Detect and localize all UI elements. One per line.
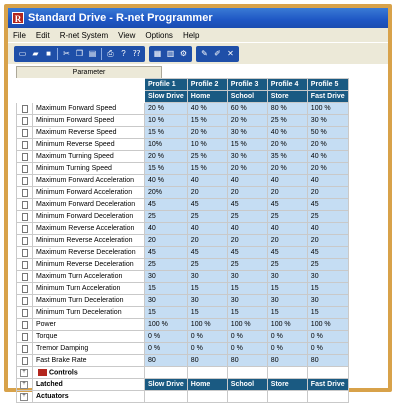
parameter-value-cell[interactable]: 30 [227, 271, 267, 283]
parameter-value-cell[interactable]: 30 [145, 271, 188, 283]
document-icon [22, 213, 28, 221]
parameter-value-cell[interactable]: 20 % [227, 163, 267, 175]
parameter-value-cell[interactable]: 45 [145, 199, 188, 211]
document-icon [22, 165, 28, 173]
table-row [17, 127, 349, 139]
parameter-value-cell[interactable]: 25 [145, 211, 188, 223]
parameter-value-cell[interactable]: 20 [227, 235, 267, 247]
parameter-name[interactable]: Minimum Turn Deceleration [33, 307, 145, 319]
parameter-value-cell[interactable]: 20 % [187, 127, 227, 139]
parameter-value-cell[interactable]: 0 % [227, 331, 267, 343]
table-row [17, 175, 349, 187]
menu-file[interactable]: File [13, 30, 26, 40]
table-row [17, 295, 349, 307]
table-row [17, 331, 349, 343]
parameter-value-cell[interactable]: 15 % [145, 127, 188, 139]
group-empty-cell [307, 391, 348, 403]
parameter-value-cell[interactable]: 30 [187, 271, 227, 283]
table-row [17, 115, 349, 127]
parameter-icon-cell [17, 259, 33, 271]
edit-icon[interactable]: ✐ [214, 49, 221, 58]
parameter-icon-cell [17, 211, 33, 223]
parameter-value-cell[interactable]: 20 % [307, 139, 348, 151]
table-row [17, 211, 349, 223]
table-row [17, 163, 349, 175]
document-icon [22, 261, 28, 269]
parameter-icon-cell [17, 187, 33, 199]
parameter-icon-cell [17, 103, 33, 115]
parameter-value-cell[interactable]: 15 [187, 307, 227, 319]
save-icon[interactable]: ■ [46, 49, 51, 58]
document-icon [22, 285, 28, 293]
toolbar-group-edit [196, 46, 239, 62]
parameter-value-cell[interactable]: 25 % [187, 151, 227, 163]
pen-icon[interactable]: ✎ [201, 49, 208, 58]
parameter-value-cell[interactable]: 30 [267, 271, 307, 283]
parameter-value-cell[interactable]: 15 [227, 307, 267, 319]
book-icon [38, 369, 47, 376]
parameter-value-cell[interactable]: 60 % [227, 103, 267, 115]
parameter-value-cell[interactable]: 15 [267, 283, 307, 295]
group-empty-cell [187, 391, 227, 403]
profile-name-header-row [17, 91, 349, 103]
parameter-value-cell[interactable]: 80 [187, 355, 227, 367]
document-icon [22, 321, 28, 329]
parameter-value-cell[interactable]: 15 [145, 307, 188, 319]
toolbar-group-view [149, 46, 192, 62]
parameter-value-cell[interactable]: 25 [187, 259, 227, 271]
parameter-value-cell[interactable]: 15 [307, 283, 348, 295]
latched-profile-name[interactable]: Slow Drive [145, 379, 188, 391]
parameter-value-cell[interactable]: 0 % [267, 331, 307, 343]
parameter-value-cell[interactable]: 45 [187, 199, 227, 211]
parameter-value-cell[interactable]: 25 [267, 211, 307, 223]
parameter-value-cell[interactable]: 100 % [267, 319, 307, 331]
parameter-icon-cell [17, 199, 33, 211]
parameter-value-cell[interactable]: 45 [145, 247, 188, 259]
parameter-name[interactable]: Maximum Turn Deceleration [33, 295, 145, 307]
title-bar[interactable] [8, 8, 388, 28]
expander-cell[interactable] [17, 379, 33, 391]
parameter-value-cell[interactable]: 20 [145, 235, 188, 247]
table-row [17, 199, 349, 211]
group-label: Controls [48, 369, 78, 377]
parameter-value-cell[interactable]: 0 % [145, 343, 188, 355]
group-empty-cell [307, 367, 348, 379]
parameter-value-cell[interactable]: 25 [307, 259, 348, 271]
parameter-name[interactable]: Maximum Forward Speed [33, 103, 145, 115]
parameter-icon-cell [17, 295, 33, 307]
parameter-value-cell[interactable]: 45 [187, 247, 227, 259]
document-icon [22, 297, 28, 305]
parameter-name[interactable]: Maximum Turning Speed [33, 151, 145, 163]
parameter-value-cell[interactable]: 15 % [187, 163, 227, 175]
parameter-value-cell[interactable]: 40 % [267, 127, 307, 139]
parameter-value-cell[interactable]: 20 [187, 235, 227, 247]
parameter-value-cell[interactable]: 10 % [145, 115, 188, 127]
toolbar-separator [101, 48, 102, 60]
parameter-name[interactable]: Minimum Turning Speed [33, 163, 145, 175]
group-empty-cell [227, 391, 267, 403]
parameter-name[interactable]: Minimum Forward Deceleration [33, 211, 145, 223]
parameter-value-cell[interactable]: 0 % [307, 331, 348, 343]
parameter-value-cell[interactable]: 100 % [145, 319, 188, 331]
group-row[interactable] [17, 391, 349, 403]
parameter-value-cell[interactable]: 80 [267, 355, 307, 367]
profile-2-name[interactable]: Home [187, 91, 227, 103]
expand-plus-icon[interactable]: + [20, 381, 28, 389]
document-icon [22, 225, 28, 233]
parameter-value-cell[interactable]: 40 [307, 175, 348, 187]
new-icon[interactable]: ▭ [18, 49, 27, 58]
latched-profile-name[interactable]: Fast Drive [307, 379, 348, 391]
document-icon [22, 357, 28, 365]
parameter-value-cell[interactable]: 10% [145, 139, 188, 151]
paste-icon[interactable]: ▤ [88, 49, 97, 58]
parameter-value-cell[interactable]: 40 [267, 223, 307, 235]
parameter-name[interactable]: Minimum Forward Acceleration [33, 187, 145, 199]
parameter-value-cell[interactable]: 15 [187, 283, 227, 295]
parameter-name[interactable]: Maximum Reverse Deceleration [33, 247, 145, 259]
parameter-value-cell[interactable]: 80 [227, 355, 267, 367]
expander-cell[interactable] [17, 367, 33, 379]
group-label: Latched [36, 381, 63, 388]
parameter-value-cell[interactable]: 40 [145, 223, 188, 235]
parameter-icon-cell [17, 223, 33, 235]
parameter-icon-cell [17, 331, 33, 343]
parameter-value-cell[interactable]: 15 [267, 307, 307, 319]
parameter-value-cell[interactable]: 15 % [187, 115, 227, 127]
table-row [17, 223, 349, 235]
table-row [17, 343, 349, 355]
parameter-value-cell[interactable]: 15 % [227, 139, 267, 151]
group-empty-cell [187, 367, 227, 379]
parameter-value-cell[interactable]: 20 % [145, 151, 188, 163]
parameter-icon-cell [17, 283, 33, 295]
parameter-value-cell[interactable]: 25 [267, 259, 307, 271]
parameter-value-cell[interactable]: 25 [227, 259, 267, 271]
app-window [8, 8, 388, 400]
parameter-name[interactable]: Maximum Turn Acceleration [33, 271, 145, 283]
toolbar-separator [57, 48, 58, 60]
expand-plus-icon[interactable]: + [20, 393, 28, 401]
close-icon[interactable]: ✕ [227, 49, 234, 58]
table-row [17, 271, 349, 283]
parameter-value-cell[interactable]: 20 % [227, 115, 267, 127]
toolbar-group-file [14, 46, 145, 62]
parameter-value-cell[interactable]: 20 [227, 187, 267, 199]
window-title: Standard Drive - R-net Programmer [28, 12, 213, 24]
group-name[interactable] [33, 379, 145, 391]
profile-3-header[interactable]: Profile 3 [227, 79, 267, 91]
table-row [17, 307, 349, 319]
parameter-value-cell[interactable]: 25 [307, 211, 348, 223]
profile-number-header-row [17, 79, 349, 91]
parameter-icon-cell [17, 235, 33, 247]
menu-view[interactable]: View [118, 30, 136, 40]
parameter-value-cell[interactable]: 80 [307, 355, 348, 367]
parameter-value-cell[interactable]: 30 % [227, 127, 267, 139]
parameter-icon-cell [17, 307, 33, 319]
latched-profile-name[interactable]: School [227, 379, 267, 391]
parameter-icon-cell [17, 355, 33, 367]
group-empty-cell [227, 367, 267, 379]
profile-2-header[interactable]: Profile 2 [187, 79, 227, 91]
parameter-value-cell[interactable]: 40 [187, 175, 227, 187]
open-icon[interactable]: ▰ [32, 49, 39, 58]
parameter-value-cell[interactable]: 40 [267, 175, 307, 187]
parameter-value-cell[interactable]: 40 [227, 175, 267, 187]
parameter-value-cell[interactable]: 100 % [307, 103, 348, 115]
parameter-icon-cell [17, 139, 33, 151]
group-row[interactable] [17, 367, 349, 379]
parameter-name[interactable]: Tremor Damping [33, 343, 145, 355]
profile-3-name[interactable]: School [227, 91, 267, 103]
settings-icon[interactable]: ⚙ [179, 49, 188, 58]
parameter-value-cell[interactable]: 20 % [267, 163, 307, 175]
parameter-value-cell[interactable]: 40 % [187, 103, 227, 115]
parameter-value-cell[interactable]: 40 [307, 223, 348, 235]
parameter-icon-cell [17, 163, 33, 175]
group-empty-cell [267, 391, 307, 403]
table-row [17, 139, 349, 151]
parameter-name[interactable]: Maximum Forward Deceleration [33, 199, 145, 211]
document-icon [22, 273, 28, 281]
parameter-value-cell[interactable]: 40 % [145, 175, 188, 187]
document-icon [22, 333, 28, 341]
parameter-value-cell[interactable]: 10 % [187, 139, 227, 151]
parameter-name[interactable]: Minimum Forward Speed [33, 115, 145, 127]
parameter-value-cell[interactable]: 15 [227, 283, 267, 295]
document-icon [22, 249, 28, 257]
parameter-name[interactable]: Minimum Reverse Deceleration [33, 259, 145, 271]
parameter-table [16, 78, 349, 403]
parameter-name[interactable]: Minimum Turn Acceleration [33, 283, 145, 295]
parameter-value-cell[interactable]: 100 % [227, 319, 267, 331]
parameter-value-cell[interactable]: 30 [307, 295, 348, 307]
parameter-value-cell[interactable]: 15 [145, 283, 188, 295]
menu-options[interactable]: Options [145, 30, 173, 40]
menu-rnet-system[interactable]: R-net System [59, 30, 109, 40]
table-row [17, 247, 349, 259]
parameter-value-cell[interactable]: 100 % [307, 319, 348, 331]
parameter-name[interactable]: Minimum Reverse Acceleration [33, 235, 145, 247]
document-icon [22, 153, 28, 161]
latched-profile-name[interactable]: Store [267, 379, 307, 391]
parameter-value-cell[interactable]: 45 [307, 247, 348, 259]
latched-profile-name[interactable]: Home [187, 379, 227, 391]
parameter-value-cell[interactable]: 20 [307, 187, 348, 199]
parameter-value-cell[interactable]: 15 % [145, 163, 188, 175]
parameter-icon-cell [17, 127, 33, 139]
chart-icon[interactable]: ▥ [166, 49, 175, 58]
parameter-name[interactable]: Maximum Reverse Acceleration [33, 223, 145, 235]
parameter-value-cell[interactable]: 20% [145, 187, 188, 199]
table-row [17, 151, 349, 163]
parameter-value-cell[interactable]: 100 % [187, 319, 227, 331]
print-icon[interactable]: ⎙ [107, 49, 114, 58]
parameter-value-cell[interactable]: 30 [145, 295, 188, 307]
app-icon: R [12, 12, 24, 24]
document-icon [22, 237, 28, 245]
parameter-value-cell[interactable]: 20 % [307, 163, 348, 175]
parameter-value-cell[interactable]: 15 [307, 307, 348, 319]
parameter-value-cell[interactable]: 25 [145, 259, 188, 271]
parameter-grid-area [8, 64, 388, 400]
parameter-value-cell[interactable]: 20 [267, 235, 307, 247]
document-icon [22, 105, 28, 113]
group-row[interactable] [17, 379, 349, 391]
parameter-column-header[interactable]: Parameter [16, 66, 162, 79]
document-icon [22, 189, 28, 197]
parameter-value-cell[interactable]: 0 % [187, 331, 227, 343]
menu-bar [8, 28, 388, 42]
table-row [17, 187, 349, 199]
table-row [17, 103, 349, 115]
profile-4-header[interactable]: Profile 4 [267, 79, 307, 91]
expand-plus-icon[interactable]: + [20, 369, 28, 377]
parameter-icon-cell [17, 151, 33, 163]
profile-5-header[interactable]: Profile 5 [307, 79, 348, 91]
group-empty-cell [145, 391, 188, 403]
parameter-value-cell[interactable]: 25 [187, 211, 227, 223]
document-icon [22, 129, 28, 137]
expander-cell[interactable] [17, 391, 33, 403]
parameter-value-cell[interactable]: 35 % [267, 151, 307, 163]
parameter-name[interactable]: Minimum Reverse Speed [33, 139, 145, 151]
parameter-value-cell[interactable]: 20 [267, 187, 307, 199]
parameter-value-cell[interactable]: 0 % [267, 343, 307, 355]
menu-edit[interactable]: Edit [35, 30, 50, 40]
document-icon [22, 201, 28, 209]
parameter-value-cell[interactable]: 30 % [307, 115, 348, 127]
profile-1-name[interactable]: Slow Drive [145, 91, 188, 103]
table-row [17, 235, 349, 247]
parameter-value-cell[interactable]: 45 [267, 247, 307, 259]
parameter-icon-cell [17, 271, 33, 283]
document-icon [22, 117, 28, 125]
parameter-icon-cell [17, 247, 33, 259]
parameter-name[interactable]: Maximum Forward Acceleration [33, 175, 145, 187]
toolbar [8, 42, 388, 66]
parameter-value-cell[interactable]: 45 [267, 199, 307, 211]
document-icon [22, 345, 28, 353]
parameter-value-cell[interactable]: 20 [187, 187, 227, 199]
table-row [17, 283, 349, 295]
group-empty-cell [267, 367, 307, 379]
parameter-name[interactable]: Fast Brake Rate [33, 355, 145, 367]
parameter-value-cell[interactable]: 40 % [307, 151, 348, 163]
parameter-value-cell[interactable]: 30 [307, 271, 348, 283]
parameter-value-cell[interactable]: 0 % [187, 343, 227, 355]
profile-5-name[interactable]: Fast Drive [307, 91, 348, 103]
parameter-value-cell[interactable]: 20 % [145, 103, 188, 115]
parameter-value-cell[interactable]: 30 % [227, 151, 267, 163]
parameter-value-cell[interactable]: 20 % [267, 139, 307, 151]
parameter-value-cell[interactable]: 50 % [307, 127, 348, 139]
grid-icon[interactable]: ▦ [153, 49, 162, 58]
parameter-value-cell[interactable]: 0 % [227, 343, 267, 355]
parameter-value-cell[interactable]: 45 [307, 199, 348, 211]
parameter-value-cell[interactable]: 30 [267, 295, 307, 307]
parameter-name[interactable]: Maximum Reverse Speed [33, 127, 145, 139]
group-label: Actuators [36, 393, 69, 400]
parameter-icon-cell [17, 319, 33, 331]
parameter-value-cell[interactable]: 30 [227, 295, 267, 307]
parameter-value-cell[interactable]: 40 [187, 223, 227, 235]
parameter-value-cell[interactable]: 25 [227, 211, 267, 223]
document-icon [22, 309, 28, 317]
profile-4-name[interactable]: Store [267, 91, 307, 103]
table-row [17, 259, 349, 271]
document-icon [22, 177, 28, 185]
parameter-value-cell[interactable]: 30 [187, 295, 227, 307]
parameter-value-cell[interactable]: 20 [307, 235, 348, 247]
parameter-value-cell[interactable]: 45 [227, 247, 267, 259]
help-icon[interactable]: ? [121, 49, 126, 58]
group-name[interactable] [33, 391, 145, 403]
copy-icon[interactable]: ❐ [75, 49, 84, 58]
parameter-name[interactable]: Torque [33, 331, 145, 343]
menu-help[interactable]: Help [182, 30, 200, 40]
table-row [17, 355, 349, 367]
parameter-icon-cell [17, 175, 33, 187]
cut-icon[interactable]: ✂ [63, 49, 70, 58]
parameter-value-cell[interactable]: 80 [145, 355, 188, 367]
parameter-icon-cell [17, 115, 33, 127]
parameter-value-cell[interactable]: 45 [227, 199, 267, 211]
parameter-name[interactable]: Power [33, 319, 145, 331]
table-row [17, 319, 349, 331]
parameter-value-cell[interactable]: 0 % [307, 343, 348, 355]
parameter-icon-cell [17, 343, 33, 355]
group-name[interactable] [33, 367, 145, 379]
context-help-icon[interactable]: ⁇ [132, 49, 141, 58]
parameter-value-cell[interactable]: 80 % [267, 103, 307, 115]
group-empty-cell [145, 367, 188, 379]
window-frame [4, 4, 392, 400]
parameter-value-cell[interactable]: 0 % [145, 331, 188, 343]
profile-1-header[interactable]: Profile 1 [145, 79, 188, 91]
parameter-value-cell[interactable]: 40 [227, 223, 267, 235]
document-icon [22, 141, 28, 149]
parameter-value-cell[interactable]: 25 % [267, 115, 307, 127]
